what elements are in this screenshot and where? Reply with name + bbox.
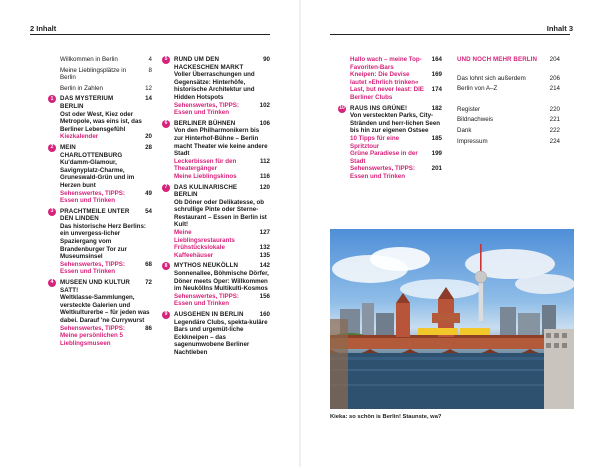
- chapter-number-badge: 7: [162, 184, 170, 192]
- toc-entry[interactable]: [457, 138, 560, 146]
- page-number: 72: [145, 279, 152, 287]
- entry-title: Impressum: [457, 137, 488, 145]
- toc-chapter[interactable]: [164, 262, 270, 308]
- toc-entry[interactable]: [457, 85, 560, 93]
- chapter-title: DAS KULINARISCHE BERLIN: [174, 183, 238, 199]
- toc-entry[interactable]: [60, 85, 152, 93]
- subentry-title: Sehenswertes, TIPPS: Essen und Trinken: [350, 165, 415, 180]
- page-number: 90: [263, 56, 270, 63]
- chapter-number-badge: 2: [48, 144, 56, 152]
- subentry-title: Meine Lieblingskinos: [174, 172, 237, 180]
- chapter-description: Sonnenallee, Böhmische Dörfer, Döner meets Oper: Willkommen im Neuköllns Multikulti-Kosmos: [174, 270, 269, 293]
- entry-title: Das lohnt sich außerdem: [457, 74, 526, 82]
- page-number: 174: [431, 86, 442, 94]
- entry-title: Berlin von A–Z: [457, 85, 498, 93]
- chapter-description: Legendäre Clubs, spekta-kuläre Bars und urgemüt-liche Eckkneipen – das sagenumwobene Berliner Nachtleben: [174, 318, 268, 356]
- toc-entry[interactable]: [457, 75, 560, 83]
- page-header-right: Inhalt 3: [546, 24, 573, 33]
- toc-entry[interactable]: [60, 67, 152, 82]
- chapter-subentry[interactable]: [350, 71, 442, 86]
- subentry-title: Sehenswertes, TIPPS: Essen und Trinken: [60, 189, 125, 205]
- entry-title: Meine Lieblingsplätze in Berlin: [60, 66, 127, 82]
- page-number: 220: [549, 105, 560, 113]
- chapter-subentry[interactable]: [350, 56, 442, 71]
- chapter-heading: [60, 95, 152, 110]
- toc-chapter[interactable]: [50, 143, 152, 205]
- chapter-subentry[interactable]: [174, 173, 270, 181]
- page-number: 4: [148, 56, 152, 63]
- chapter-heading: [60, 208, 152, 223]
- chapter-subentry[interactable]: [350, 150, 442, 165]
- toc-chapter[interactable]: [164, 311, 270, 357]
- chapter-number-badge: 1: [48, 95, 56, 103]
- page-number: 142: [259, 262, 270, 270]
- page-number: 54: [145, 207, 152, 215]
- page-number: 185: [431, 134, 442, 142]
- chapter-title: PRACHTMEILE UNTER DEN LINDEN: [60, 207, 130, 223]
- header-rule: [30, 34, 270, 35]
- chapter-subentry[interactable]: [60, 133, 152, 141]
- entry-title: Berlin in Zahlen: [60, 84, 103, 92]
- chapter-subentry[interactable]: [174, 244, 270, 252]
- toc-entry[interactable]: [457, 106, 560, 114]
- chapter-description: Das historische Herz Berlins: ein unvergess-licher Spaziergang vom Brandenburger Tor zur Museumsinsel: [60, 222, 146, 261]
- page-number: 201: [431, 165, 442, 173]
- page-number: 164: [431, 56, 442, 63]
- chapter-title: AUSGEHEN IN BERLIN: [174, 311, 244, 318]
- chapter-title: RAUS INS GRÜNE!: [350, 104, 408, 112]
- toc-chapter[interactable]: [164, 119, 270, 181]
- toc-entry[interactable]: [457, 127, 560, 135]
- page-number: 112: [260, 157, 270, 165]
- page-number: 12: [145, 84, 152, 92]
- page-number: 120: [259, 183, 270, 191]
- toc-column-3: [339, 56, 442, 184]
- chapter-title: RUND UM DEN HACKESCHEN MARKT: [174, 56, 244, 71]
- chapter-description: Ku'damm-Glamour, Savignyplatz-Charme, Gruneswald-Grün und im Herzen bunt: [60, 159, 135, 189]
- chapter-description: Ost oder West, Kiez oder Metropole, was eins ist, das Berliner Lebensgefühl: [60, 110, 142, 133]
- page-header-left: 2 Inhalt: [30, 24, 57, 33]
- page-number: 28: [145, 143, 152, 151]
- chapter-number-badge: 9: [162, 311, 170, 319]
- chapter-number-badge: 4: [48, 279, 56, 287]
- chapter-description: Von versteckten Parks, City-Stränden und herr-lichen Seen bis hin zur eigenen Ostsee: [350, 112, 441, 135]
- chapter-subentry[interactable]: [350, 135, 442, 150]
- page-number: 20: [145, 133, 152, 141]
- toc-entry[interactable]: [457, 116, 560, 124]
- toc-chapter[interactable]: [50, 279, 152, 347]
- page-number: 68: [145, 260, 152, 268]
- chapter-subentry[interactable]: [60, 261, 152, 276]
- subentry-title: Last, but never least: DIE Berliner Clubs: [350, 86, 424, 101]
- page-number: 222: [549, 126, 560, 134]
- page-number: 224: [549, 137, 560, 145]
- toc-chapter[interactable]: [50, 95, 152, 141]
- chapter-subentry[interactable]: [174, 252, 270, 260]
- chapter-subentry[interactable]: [174, 293, 270, 308]
- toc-entry[interactable]: [60, 56, 152, 64]
- chapter-subentry[interactable]: [174, 229, 270, 244]
- subentry-title: Sehenswertes, TIPPS: Meine persönlichen 5 Lieblingsmuseen: [60, 324, 125, 347]
- page-number: 214: [549, 85, 560, 93]
- chapter-number-badge: 8: [162, 262, 170, 270]
- subentry-title: Sehenswertes, TIPPS: Essen und Trinken: [174, 101, 239, 117]
- page-number: 160: [259, 311, 270, 318]
- subentry-title: Kiezkalender: [60, 133, 99, 141]
- subentry-title: Hallo wach – meine Top-Favoriten-Bars: [350, 56, 422, 71]
- chapter-heading: [350, 105, 442, 113]
- subentry-title: Kaffeehäuser: [174, 251, 214, 259]
- subentry-title: Kneipen: Die Devise lautet »Ehrlich trinken«: [350, 71, 419, 86]
- chapter-number-badge: 3: [48, 208, 56, 216]
- toc-column-1: [50, 56, 152, 350]
- page-number: 204: [549, 56, 560, 63]
- subentry-title: 10 Tipps für eine Spritztour: [350, 134, 400, 150]
- page-number: 182: [431, 104, 442, 112]
- page-number: 116: [260, 172, 270, 180]
- subentry-title: Frühstückslokale: [174, 244, 225, 252]
- page-number: 49: [145, 189, 152, 197]
- photo-caption: Kieka: so schön is Berlin! Staunste, wa?: [330, 414, 442, 420]
- page-number: 206: [549, 74, 560, 82]
- chapter-title: MUSEEN UND KULTUR SATT!: [60, 279, 130, 294]
- chapter-heading: [174, 311, 270, 319]
- berlin-skyline-photo: [330, 229, 574, 409]
- chapter-title: DAS MYSTERIUM BERLIN: [60, 95, 114, 110]
- page-number: 199: [431, 150, 442, 158]
- subentry-title: Sehenswertes, TIPPS: Essen und Trinken: [174, 292, 239, 308]
- page-number: 169: [431, 71, 442, 79]
- toc-chapter[interactable]: [164, 183, 270, 260]
- chapter-subentry[interactable]: [60, 325, 152, 348]
- chapter-heading: [60, 144, 152, 159]
- page-number: 86: [145, 324, 152, 332]
- chapter-subentry[interactable]: [350, 165, 442, 180]
- page-number: 132: [259, 244, 270, 252]
- chapter-heading: [174, 120, 270, 128]
- entry-title: Willkommen in Berlin: [60, 56, 118, 63]
- chapter-title: MEIN CHARLOTTENBURG: [60, 143, 123, 159]
- entry-title: Register: [457, 105, 481, 113]
- page-number: 106: [259, 119, 270, 127]
- chapter-subentry[interactable]: [60, 190, 152, 205]
- chapter-heading: [174, 184, 270, 199]
- chapter-number-badge: 6: [162, 120, 170, 128]
- page-number: 127: [259, 229, 270, 237]
- chapter-description: Voller Überraschungen und Gegensätze: Hinterhöfe, historische Architektur und Hidden Hotspots: [174, 71, 255, 101]
- entry-title: Dank: [457, 126, 472, 134]
- entry-title: Bildnachweis: [457, 116, 494, 124]
- page-number: 156: [259, 292, 270, 300]
- chapter-subentry[interactable]: [174, 102, 270, 117]
- page-number: 135: [259, 251, 270, 259]
- subentry-title: Leckerbissen für den Theatergänger: [174, 157, 237, 173]
- subentry-title: Grüne Paradiese in der Stadt: [350, 150, 418, 165]
- toc-column-4: [457, 56, 560, 148]
- page-number: 102: [259, 101, 270, 109]
- toc-entry[interactable]: [457, 56, 560, 64]
- chapter-heading: [60, 279, 152, 294]
- chapter-number-badge: 10: [339, 104, 345, 111]
- chapter-number-badge: 5: [162, 56, 170, 64]
- chapter-description: Von den Philharmonikern bis zur Hinterhof-Bühne – Berlin macht Theater wie keine andere Stadt: [174, 127, 268, 158]
- toc-column-2: [164, 56, 270, 360]
- toc-chapter[interactable]: [350, 56, 442, 102]
- chapter-heading: [174, 56, 270, 71]
- chapter-description: Weltklasse-Sammlungen, versteckte Galerien und Weltkulturerbe – für jeden was dabei. Darauf 'ne Currywurst: [60, 294, 150, 324]
- right-page: [300, 0, 600, 467]
- section-title: UND NOCH MEHR BERLIN: [457, 56, 538, 63]
- chapter-subentry[interactable]: [174, 158, 270, 173]
- page-number: 221: [549, 116, 560, 124]
- page-number: 14: [145, 95, 152, 103]
- toc-chapter[interactable]: [339, 104, 442, 181]
- header-rule: [330, 34, 570, 35]
- subentry-title: Meine Lieblingsrestaurants: [174, 229, 235, 244]
- toc-chapter[interactable]: [50, 207, 152, 276]
- toc-chapter[interactable]: [164, 56, 270, 117]
- chapter-heading: [174, 262, 270, 270]
- chapter-description: Ob Döner oder Delikatesse, ob schrullige Pinte oder Sterne-Restaurant – Essen in Berlin ist Kult!: [174, 198, 267, 229]
- subentry-title: Sehenswertes, TIPPS: Essen und Trinken: [60, 260, 125, 276]
- berlin-photo-illustration: [330, 229, 574, 409]
- chapter-title: BERLINER BÜHNEN: [174, 119, 236, 127]
- chapter-subentry[interactable]: [350, 86, 442, 101]
- page-number: 8: [148, 66, 152, 74]
- chapter-title: MYTHOS NEUKÖLLN: [174, 262, 239, 270]
